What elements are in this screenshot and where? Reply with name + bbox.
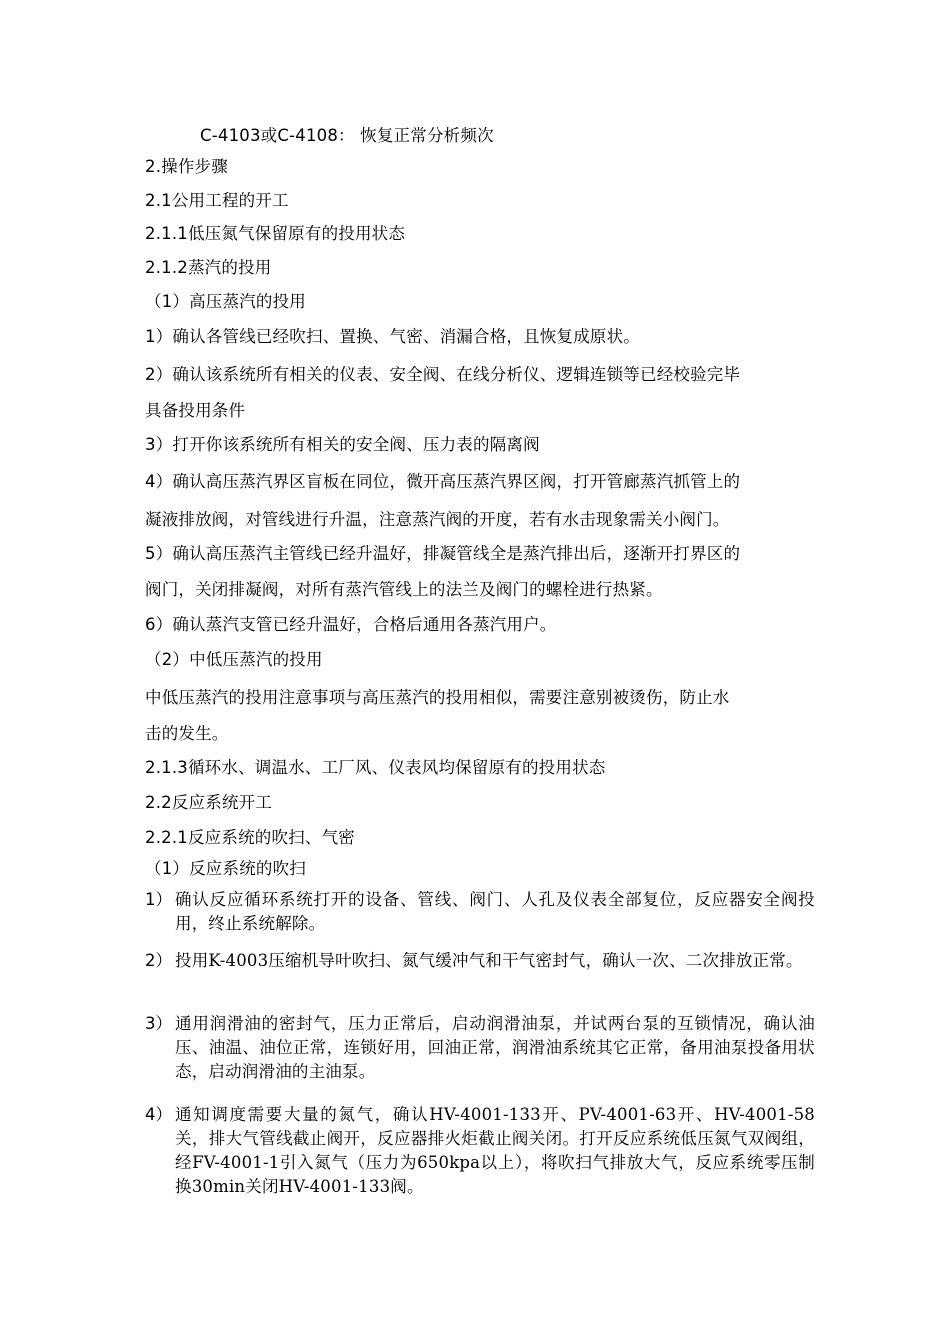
paragraph-analysis-frequency: C-4103或C-4108： 恢复正常分析频次	[200, 126, 494, 145]
list-item-number: 1）	[145, 890, 172, 909]
step-5-text-line1: 5）确认高压蒸汽主管线已经升温好，排凝管线全是蒸汽排出后，逐渐开打界区的	[145, 544, 741, 563]
step-3-text: 3）打开你该系统所有相关的安全阀、压力表的隔离阀	[145, 435, 540, 454]
list-item	[145, 888, 815, 936]
heading-operation-steps: 2.操作步骤	[145, 157, 228, 176]
step-4-text-line2: 凝液排放阀，对管线进行升温，注意蒸汽阀的开度，若有水击现象需关小阀门。	[145, 510, 730, 529]
step-1-text: 1）确认各管线已经吹扫、置换、气密、消漏合格，且恢复成原状。	[145, 327, 640, 346]
step-2-text-line1: 2）确认该系统所有相关的仪表、安全阀、在线分析仪、逻辑连锁等已经校验完毕	[145, 365, 741, 384]
heading-reaction-purge-tightness: 2.2.1反应系统的吹扫、气密	[145, 828, 355, 847]
list-item-text: 通用润滑油的密封气，压力正常后，启动润滑油泵，并试两台泵的互锁情况，确认油压、油温、油位正常，连锁好用，回油正常，润滑油系统其它正常，备用油泵投备用状态，启动润滑油的主油泵。	[175, 1014, 815, 1081]
list-item	[145, 1103, 815, 1199]
subheading-mid-low-pressure-steam: （2）中低压蒸汽的投用	[145, 650, 323, 669]
heading-water-air-utilities: 2.1.3循环水、调温水、工厂风、仪表风均保留原有的投用状态	[145, 758, 606, 777]
list-item	[145, 949, 815, 973]
list-item-number: 2）	[145, 951, 172, 970]
subheading-high-pressure-steam: （1）高压蒸汽的投用	[145, 292, 306, 311]
list-item-text: 确认反应循环系统打开的设备、管线、阀门、人孔及仪表全部复位，反应器安全阀投用，终止系统解除。	[175, 890, 815, 933]
paragraph-mid-low-steam-line2: 击的发生。	[145, 724, 229, 743]
step-6-text: 6）确认蒸汽支管已经升温好，合格后通用各蒸汽用户。	[145, 615, 557, 634]
step-2-text-line2: 具备投用条件	[145, 401, 246, 420]
subheading-reaction-purge: （1）反应系统的吹扫	[145, 859, 306, 878]
heading-reaction-system-startup: 2.2反应系统开工	[145, 793, 273, 812]
paragraph-mid-low-steam-line1: 中低压蒸汽的投用注意事项与高压蒸汽的投用相似，需要注意别被烫伤，防止水	[145, 688, 730, 707]
heading-low-pressure-nitrogen: 2.1.1低压氮气保留原有的投用状态	[145, 224, 406, 243]
heading-utilities-startup: 2.1公用工程的开工	[145, 191, 289, 210]
heading-steam-commissioning: 2.1.2蒸汽的投用	[145, 258, 272, 277]
list-item-text: 投用K-4003压缩机导叶吹扫、氮气缓冲气和干气密封气，确认一次、二次排放正常。	[175, 951, 803, 970]
list-item-text: 通知调度需要大量的氮气，确认HV-4001-133开、PV-4001-63开、HV-4001-58关，排大气管线截止阀开，反应器排火炬截止阀关闭。打开反应系统低压氮气双阀组，经FV-4001-1引入氮气（压力为650kpa以上），将吹扫气排放大气，反应系统零压制换30min关闭HV-4001-133阀。	[175, 1105, 815, 1196]
step-4-text-line1: 4）确认高压蒸汽界区盲板在同位，微开高压蒸汽界区阀，打开管廊蒸汽抓管上的	[145, 472, 741, 491]
step-5-text-line2: 阀门，关闭排凝阀，对所有蒸汽管线上的法兰及阀门的螺栓进行热紧。	[145, 580, 663, 599]
list-item-number: 3）	[145, 1014, 172, 1033]
list-item-number: 4）	[145, 1105, 172, 1124]
list-item	[145, 1012, 815, 1084]
